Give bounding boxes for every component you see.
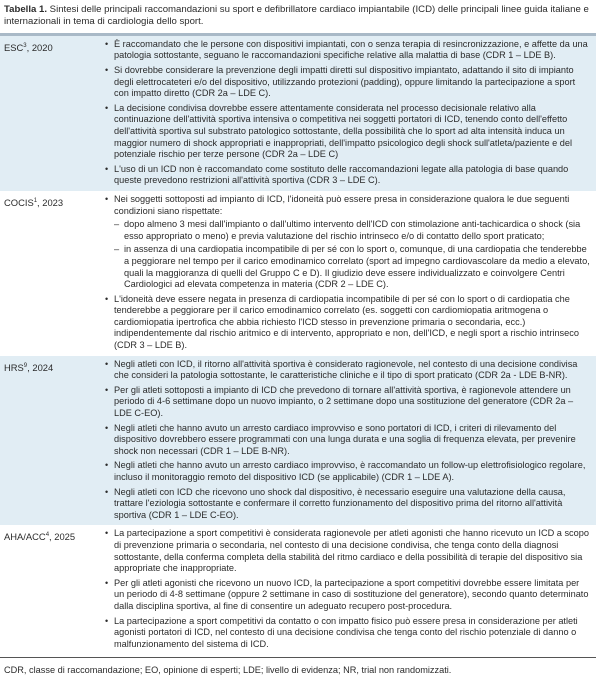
recommendation-list	[104, 359, 590, 522]
table-row	[0, 191, 596, 356]
guideline-source	[0, 194, 104, 352]
recommendation-item	[104, 39, 590, 62]
recommendation-text: Per gli atleti agonisti che ricevono un nuovo ICD, la partecipazione a sport competitivi dovrebbe essere limitata per un periodo di 4-8 settimane (oppure 2 settimane in caso di sostituzione del generatore), secondo quanto determinato dalla disciplina sportiva, al fine di consentire un adeguato recupero post-procedura.	[114, 577, 589, 611]
table-row	[0, 36, 596, 191]
recommendations	[104, 359, 596, 522]
recommendation-item	[104, 164, 590, 187]
condition-list	[114, 219, 590, 291]
recommendation-text: L'idoneità deve essere negata in presenza di cardiopatia incompatibile di per sé con lo sport o di cardiopatia che tenderebbe a peggiorare per il carico emodinamico correlato (es. soggetti con cardiomiopatia aritmogena o cardiomiopatia ipertrofica che abbia richiesto l'ICD stesso in prevenzione primaria o secondaria, ecc.) indipendentemente dal rischio aritmico e di intervento, appropriato e non, dell'ICD, e negli sport a rischio intrinseco (CDR 3 – LDE B).	[114, 293, 579, 351]
guideline-source	[0, 359, 104, 522]
recommendations	[104, 528, 596, 650]
recommendations	[104, 194, 596, 352]
recommendation-item	[104, 578, 590, 613]
recommendation-item	[104, 528, 590, 574]
table-row	[0, 356, 596, 526]
recommendation-list	[104, 528, 590, 650]
guideline-year: , 2025	[49, 531, 76, 543]
guideline-org: AHA/ACC	[4, 531, 46, 543]
reference-number: 9	[23, 362, 28, 369]
recommendation-item	[104, 487, 590, 522]
reference-number: 3	[23, 42, 27, 49]
recommendation-list	[104, 39, 590, 187]
recommendation-text: È raccomandato che le persone con dispositivi impiantati, con o senza terapia di resincronizzazione, e affette da una patologia sottostante, seguano le raccomandazioni specifiche relative alla malattia di base (CDR 1 – LDE B).	[114, 38, 588, 61]
guideline-source	[0, 528, 104, 650]
caption-text: Sintesi delle principali raccomandazioni su sport e defibrillatore cardiaco impiantabile (ICD) delle principali linee guida italiane e internazionali in tema di cardiologia dello sport.	[4, 4, 589, 28]
guideline-org: ESC	[4, 41, 24, 53]
guideline-org: COCIS	[4, 196, 34, 208]
recommendation-item	[104, 294, 590, 352]
table-caption	[0, 0, 610, 29]
guideline-year: , 2024	[27, 361, 54, 373]
recommendation-text: Negli atleti con ICD, il ritorno all'attività sportiva è considerato ragionevole, nel contesto di una decisione condivisa che consideri la patologia sottostante, le caratteristiche cliniche e il tipo di sport praticato (CDR 2a - LDE B-NR).	[114, 358, 578, 381]
recommendation-item	[104, 359, 590, 382]
recommendation-item	[104, 194, 590, 291]
guideline-year: , 2020	[26, 41, 53, 53]
recommendation-text: Per gli atleti sottoposti a impianto di ICD che prevedono di tornare all'attività sportiva, è ragionevole attendere un periodo di 4-6 settimane dopo un nuovo impianto, o 2 settimane dopo una sostituzione del generatore (CDR 2a – LDE C-EO).	[114, 384, 574, 419]
guideline-year: , 2023	[37, 196, 64, 208]
recommendation-text: La partecipazione a sport competitivi da contatto o con impatto fisico può essere presa in considerazione per atleti agonisti portatori di ICD, nel contesto di una decisione condivisa che tenga conto del rischio potenziale di danno o malfunzionamento del sistema di ICD.	[114, 615, 578, 649]
recommendation-item	[104, 423, 590, 458]
recommendation-text: La decisione condivisa dovrebbe essere attentamente considerata nel processo decisionale relativo alla continuazione dell'attività sportiva intensiva o competitiva nei soggetti portatori di ICD, tenendo conto dell'effetto dell'attività sportiva sul substrato patologico sottostante, della possibilità che lo sport ad alta intensità induca un maggior numero di shock appropriati e inappropriati, dell'impatto psicologico degli shock sull'atleta/paziente e del potenziale rischio per terze persone (CDR 2a – LDE C)	[114, 102, 573, 160]
recommendation-item	[104, 616, 590, 651]
condition-item: – dopo almeno 3 mesi dall'impianto o dall'ultimo intervento dell'ICD con stimolazione anti-tachicardica o shock (sia esso appropriato o meno) e previa valutazione del rischio intrinseco e/o di contatto dello sport praticato;	[114, 219, 590, 242]
recommendation-text: Nei soggetti sottoposti ad impianto di ICD, l'idoneità può essere presa in considerazione qualora le due seguenti condizioni siano rispettate:	[114, 193, 570, 216]
recommendation-item	[104, 460, 590, 483]
recommendation-text: Negli atleti che hanno avuto un arresto cardiaco improvviso, è raccomandato un follow-up elettrofisiologico regolare, incluso il monitoraggio remoto del dispositivo ICD (se applicabile) (CDR 1 – LDE A).	[114, 460, 586, 482]
recommendation-text: Negli atleti con ICD che ricevono uno shock dal dispositivo, è necessario eseguire una valutazione della causa, trattare l'eziologia sottostante e confermare il corretto funzionamento del dispositivo prima del ritorno all'attività sportiva (CDR 1 – LDE C-EO).	[114, 486, 566, 520]
reference-number: 1	[33, 197, 38, 204]
table-label: Tabella 1.	[4, 4, 48, 15]
table-footnote: CDR, classe di raccomandazione; EO, opinione di esperti; LDE; livello di evidenza; NR, trial non randomizzati.	[4, 665, 452, 676]
table-row	[0, 525, 596, 654]
recommendation-item	[104, 385, 590, 420]
guideline-org: HRS	[4, 361, 24, 373]
recommendation-text: Si dovrebbe considerare la prevenzione degli impatti diretti sul dispositivo impiantato, adattando il sito di impianto degli elettrocateteri e/o del dispositivo, utilizzando protezioni (padding), oppure limitando la partecipazione a sport con impatto diretto (CDR 2a – LDE C).	[114, 65, 576, 99]
recommendation-text: L'uso di un ICD non è raccomandato come sostituto delle raccomandazioni legate alla patologia di base quando queste prevedono restrizioni all'attività sportiva (CDR 3 – LDE C).	[114, 163, 569, 186]
condition-item: – in assenza di una cardiopatia incompatibile di per sé con lo sport o, comunque, di una cardiopatia che tenderebbe a peggiorare nel tempo per il carico emodinamico correlato (sport ad impegno cardiovascolare da medio a elevato, quali la maggioranza di quelli del Gruppo C e D). Il giudizio deve essere individualizzato e coinvolgere Centri Cardiologici ad elevata competenza in materia (CDR 2 – LDE C).	[114, 244, 590, 290]
recommendation-text: Negli atleti che hanno avuto un arresto cardiaco improvviso e sono portatori di ICD, i criteri di rilevamento del dispositivo dovrebbero essere programmati con una lunga durata e una soglia di frequenza elevata, per prevenire shock non necessari (CDR 1 – LDE B-NR).	[114, 422, 576, 456]
reference-number: 4	[45, 532, 50, 539]
guidelines-table	[0, 33, 596, 655]
guideline-source	[0, 39, 104, 187]
recommendation-item	[104, 65, 590, 100]
recommendation-text: La partecipazione a sport competitivi è considerata ragionevole per atleti agonisti che hanno ricevuto un ICD a scopo di prevenzione primaria o secondaria, nel contesto di una decisione condivisa, che tenga conto della diagnosi sottostante, della conferma completa della stabilità del ritmo cardiaco e della possibilità di terapie del dispositivo sia appropriate che inappropriate.	[114, 528, 589, 574]
recommendations	[104, 39, 596, 187]
recommendation-item	[104, 103, 590, 161]
recommendation-list	[104, 194, 590, 352]
